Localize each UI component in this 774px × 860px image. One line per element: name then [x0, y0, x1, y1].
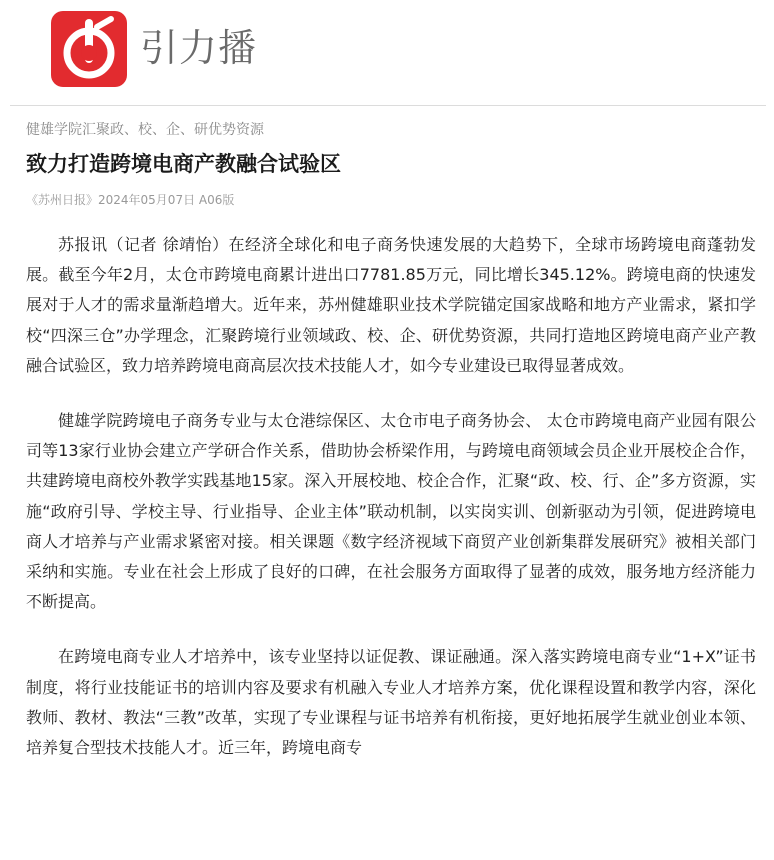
article-title: 致力打造跨境电商产教融合试验区 [26, 152, 341, 176]
article-paragraph: 在跨境电商专业人才培养中，该专业坚持以证促教、课证融通。深入落实跨境电商专业“1+X”证书制度，将行业技能证书的培训内容及要求有机融入专业人才培养方案，优化课程设置和教学内容，深化教师、教材、教法“三教”改革，实现了专业课程与证书培养有机衔接，更好地拓展学生就业创业本领、培养复合型技术技能人才。近三年，跨境电商专 [26, 647, 756, 758]
article-body [26, 230, 756, 763]
header-divider [10, 105, 766, 106]
article-source: 《苏州日报》2024年05月07日 A06版 [26, 193, 235, 207]
article-paragraph: 健雄学院跨境电子商务专业与太仓港综保区、太仓市电子商务协会、 太仓市跨境电商产业园有限公司等13家行业协会建立产学研合作关系，借助协会桥梁作用，与跨境电商领域会员企业开展校企合作，共建跨境电商校外教学实践基地15家。深入开展校地、校企合作，汇聚“政、校、行、企”多方资源，实施“政府引导、学校主导、行业指导、企业主体”联动机制，以实岗实训、创新驱动为引领，促进跨境电商人才培养与产业需求紧密对接。相关课题《数字经济视域下商贸产业创新集群发展研究》被相关部门采纳和实施。专业在社会上形成了良好的口碑，在社会服务方面取得了显著的成效，服务地方经济能力不断提高。 [26, 411, 756, 612]
site-header [0, 0, 774, 106]
article-paragraph: 苏报讯（记者 徐靖怡）在经济全球化和电子商务快速发展的大趋势下，全球市场跨境电商蓬勃发展。截至今年2月，太仓市跨境电商累计进出口7781.85万元，同比增长345.12%。跨境电商的快速发展对于人才的需求量渐趋增大。近年来，苏州健雄职业技术学院锚定国家战略和地方产业需求，紧扣学校“四深三仓”办学理念，汇聚跨境行业领域政、校、企、研优势资源，共同打造地区跨境电商产业产教融合试验区，致力培养跨境电商高层次技术技能人才，如今专业建设已取得显著成效。 [26, 235, 756, 375]
yinlibo-logo-icon[interactable] [51, 11, 127, 87]
site-logo-text[interactable]: 引力播 [140, 26, 258, 70]
article [26, 118, 756, 788]
article-subtitle: 健雄学院汇聚政、校、企、研优势资源 [26, 122, 264, 138]
